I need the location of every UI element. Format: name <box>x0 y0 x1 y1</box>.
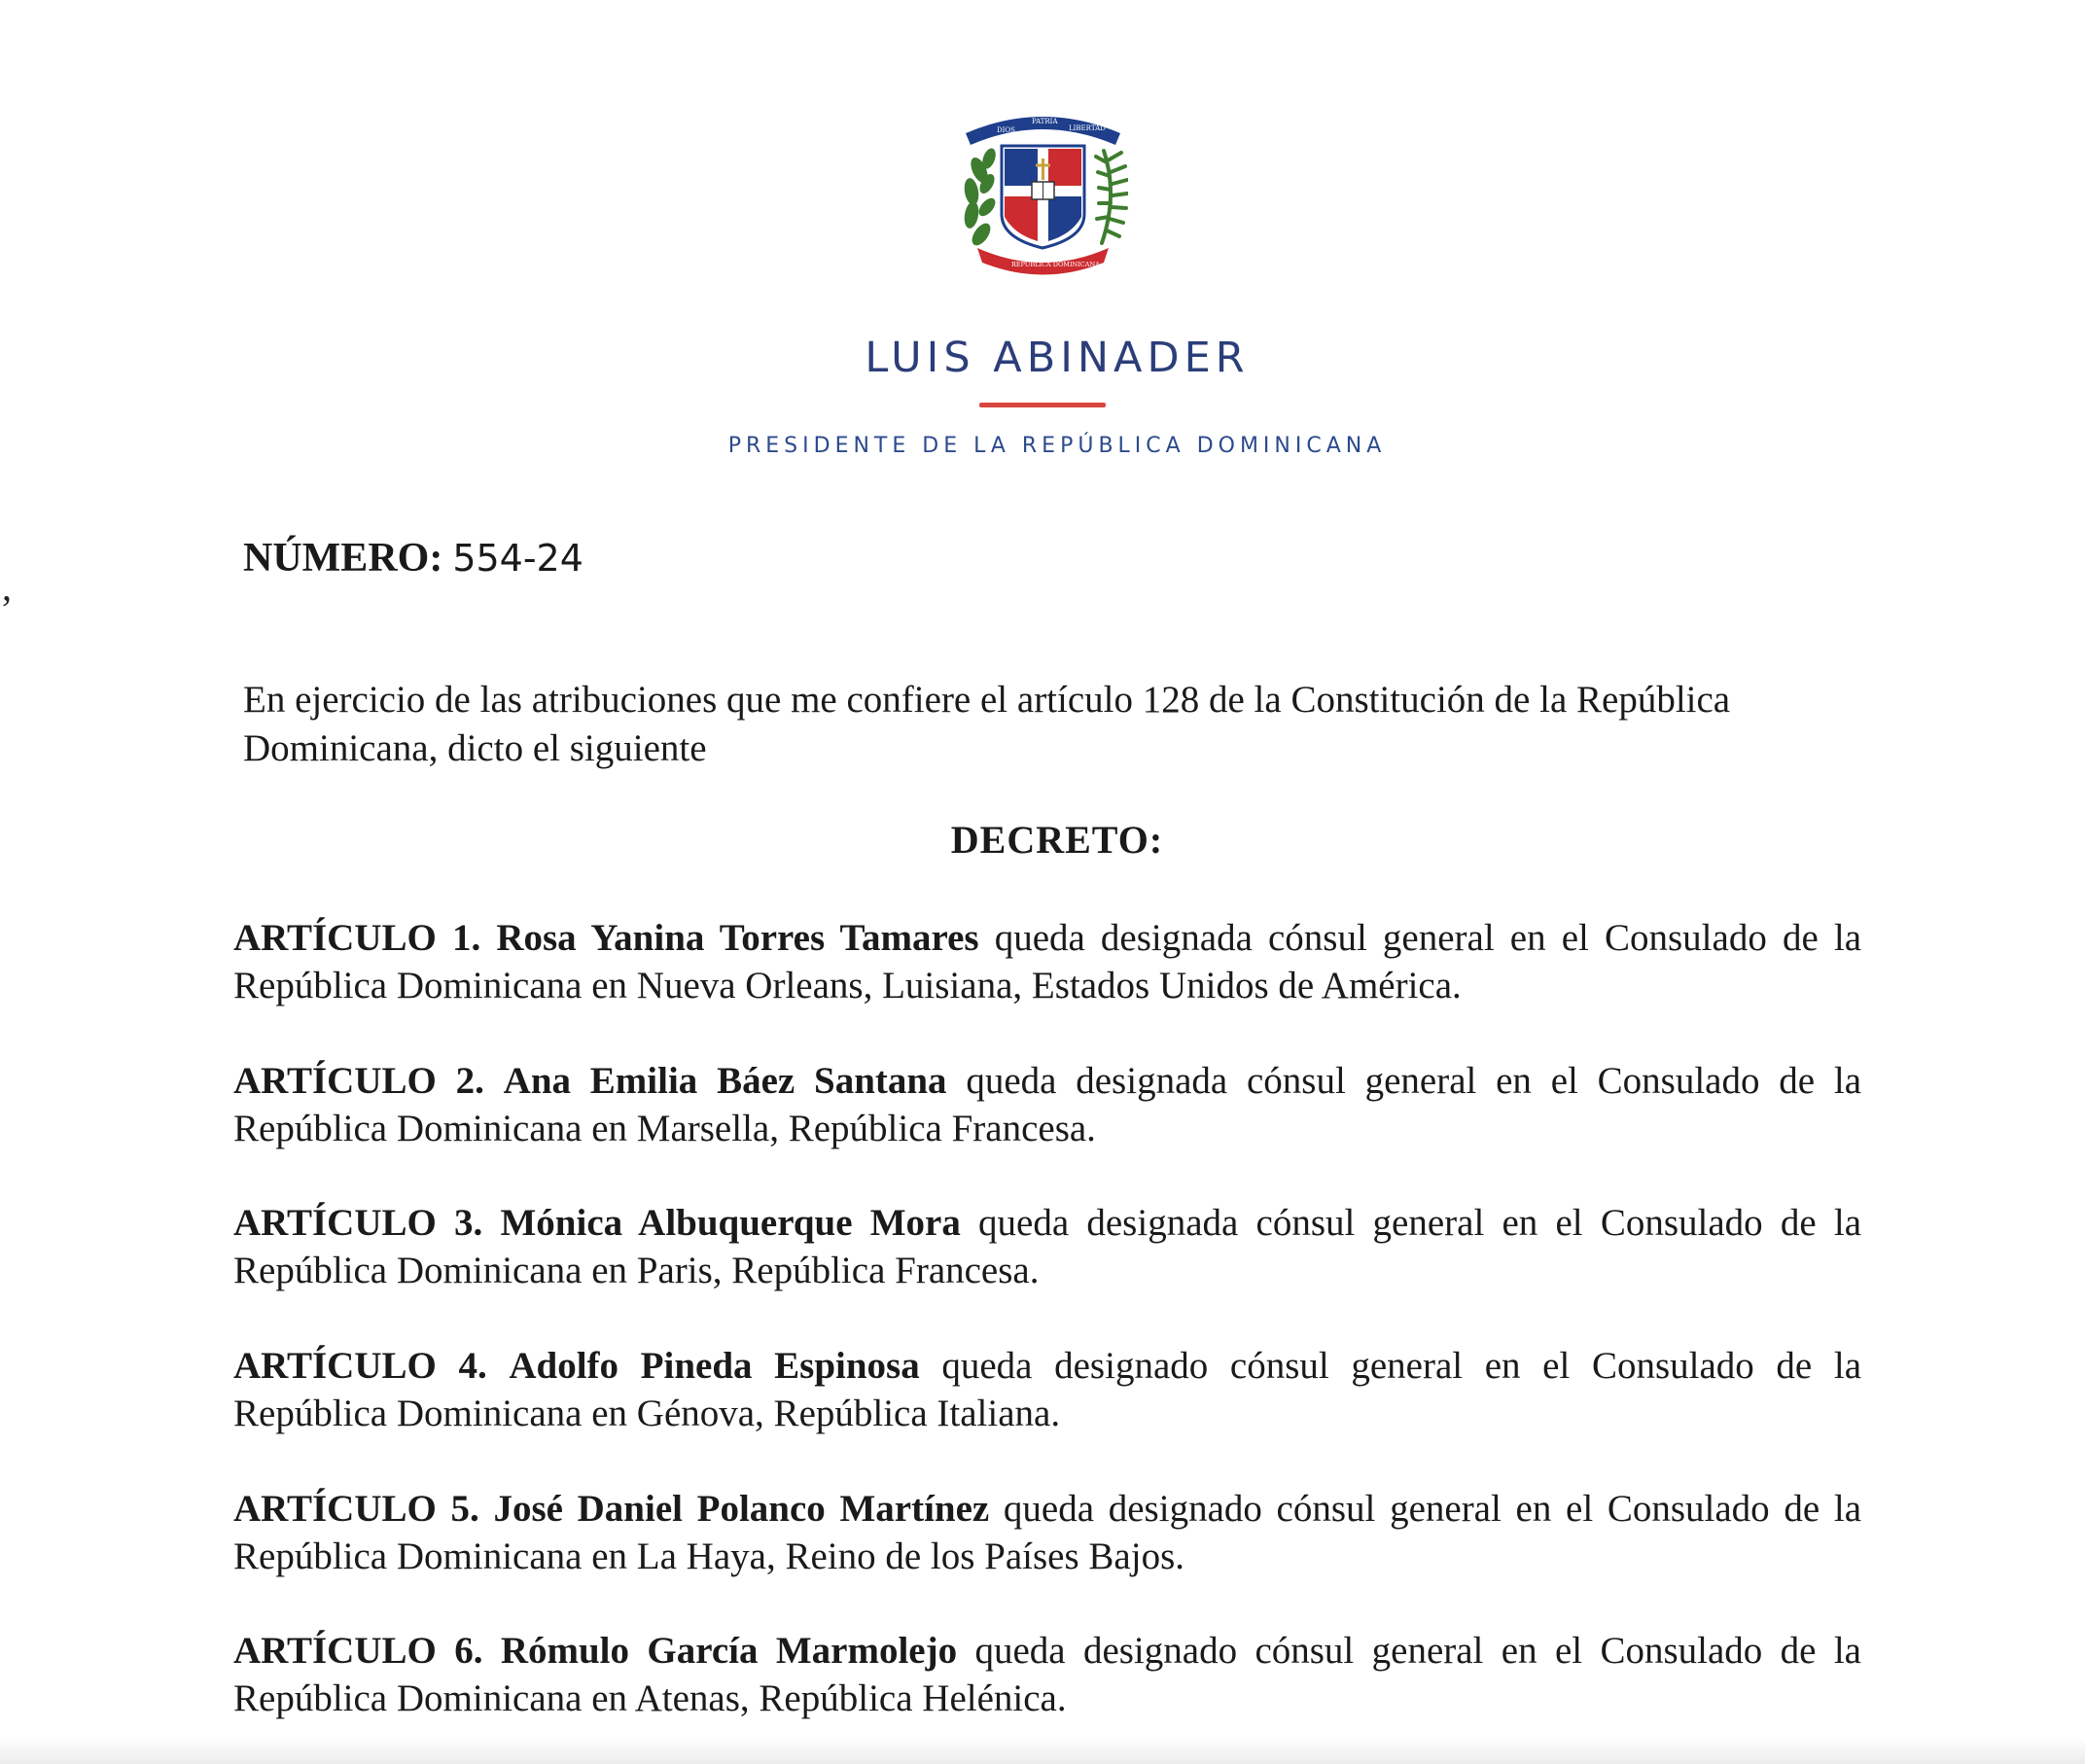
article-text: queda designada cónsul general en el Consulado de la República Dominicana en Paris, República Francesa. <box>233 1202 1862 1291</box>
article-text: queda designado cónsul general en el Consulado de la República Dominicana en Atenas, República Helénica. <box>233 1630 1861 1719</box>
appointee-name: Ana Emilia Báez Santana <box>503 1060 947 1102</box>
article-label: ARTÍCULO 5. <box>233 1488 479 1530</box>
appointee-name: Mónica Albuquerque Mora <box>500 1202 961 1244</box>
appointee-name: Adolfo Pineda Espinosa <box>509 1345 920 1387</box>
article-3 <box>233 1199 1861 1294</box>
decree-number <box>243 535 583 582</box>
article-6 <box>233 1627 1861 1722</box>
decree-heading: DECRETO: <box>950 818 1164 862</box>
motto-left: DIOS <box>997 126 1015 134</box>
laurel-branch-icon <box>963 147 999 249</box>
appointee-name: José Daniel Polanco Martínez <box>493 1488 990 1530</box>
article-5 <box>233 1485 1861 1580</box>
article-4 <box>233 1342 1861 1437</box>
president-title: PRESIDENTE DE LA REPÚBLICA DOMINICANA <box>727 434 1387 458</box>
president-name: LUIS ABINADER <box>865 334 1250 382</box>
article-label: ARTÍCULO 3. <box>233 1202 483 1244</box>
republic-ribbon-text: REPÚBLICA DOMINICANA <box>1011 261 1100 268</box>
decree-number-label: NÚMERO: <box>243 536 443 581</box>
palm-branch-icon <box>1096 151 1127 243</box>
article-1 <box>233 914 1861 1009</box>
appointee-name: Rómulo García Marmolejo <box>500 1630 958 1672</box>
appointee-name: Rosa Yanina Torres Tamares <box>496 917 979 959</box>
decree-number-value: 554-24 <box>452 537 583 580</box>
article-label: ARTÍCULO 6. <box>233 1630 483 1672</box>
article-text: queda designada cónsul general en el Consulado de la República Dominicana en Marsella, República Francesa. <box>233 1060 1861 1149</box>
page-bottom-edge <box>0 1737 2085 1764</box>
article-text: queda designado cónsul general en el Consulado de la República Dominicana en La Haya, Reino de los Países Bajos. <box>233 1488 1862 1577</box>
article-text: queda designado cónsul general en el Consulado de la República Dominicana en Génova, República Italiana. <box>233 1345 1862 1434</box>
article-text: queda designada cónsul general en el Consulado de la República Dominicana en Nueva Orleans, Luisiana, Estados Unidos de América. <box>233 917 1862 1006</box>
shield-icon <box>1002 146 1084 248</box>
article-label: ARTÍCULO 2. <box>233 1060 484 1102</box>
article-label: ARTÍCULO 4. <box>233 1345 487 1387</box>
motto-right: LIBERTAD <box>1069 124 1106 132</box>
preamble: En ejercicio de las atribuciones que me confiere el artículo 128 de la Constitución de la República Dominicana, dicto el siguiente <box>243 679 1731 769</box>
article-label: ARTÍCULO 1. <box>233 917 481 959</box>
name-divider <box>979 403 1106 407</box>
motto-center: PATRIA <box>1032 118 1058 125</box>
stray-mark: , <box>2 565 12 609</box>
article-2 <box>233 1057 1861 1152</box>
coat-of-arms-seal <box>958 102 1128 277</box>
